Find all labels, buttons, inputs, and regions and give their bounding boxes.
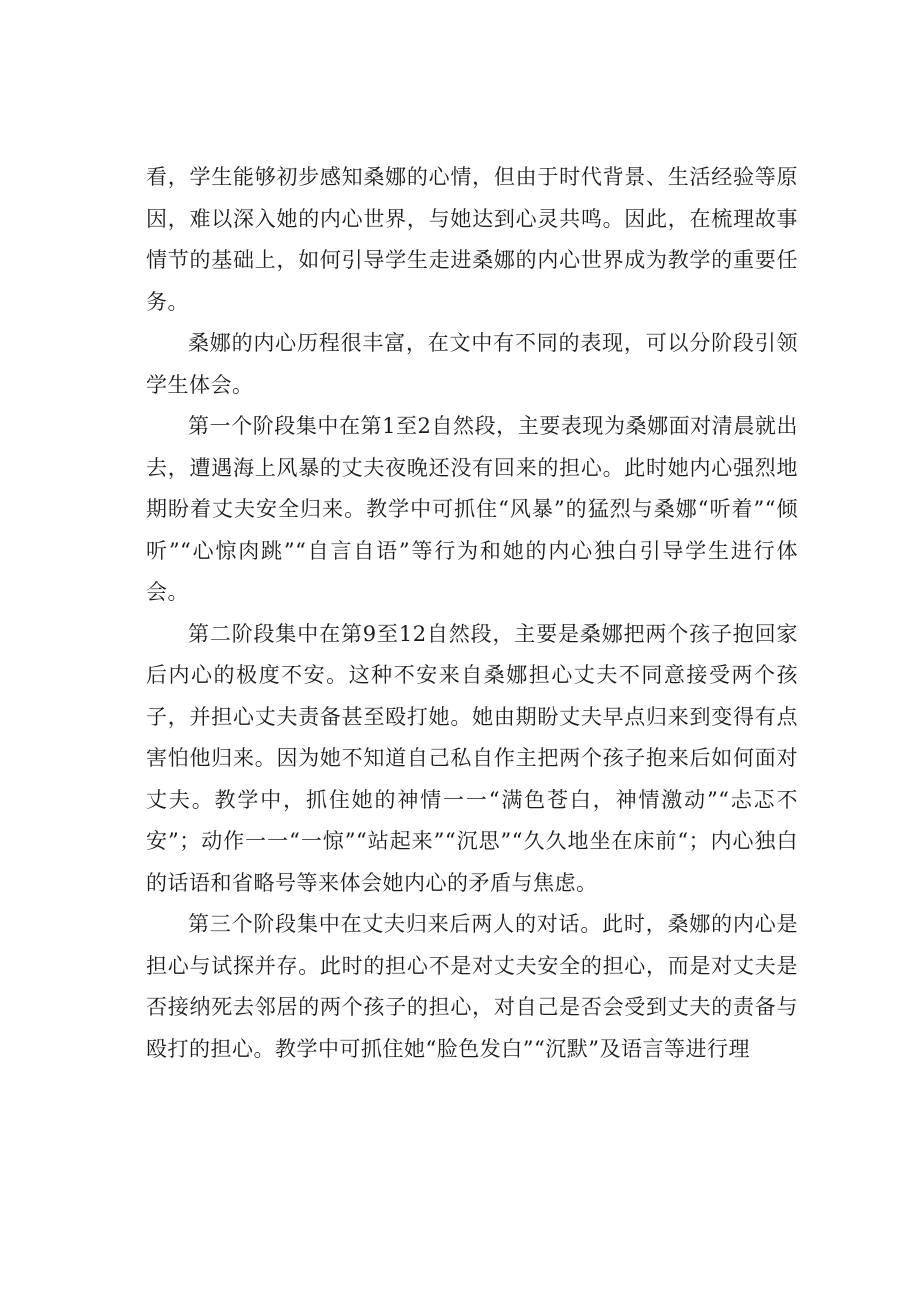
paragraph-overview: 桑娜的内心历程很丰富，在文中有不同的表现，可以分阶段引领学生体会。 <box>146 331 798 397</box>
paragraph-continuation: 看，学生能够初步感知桑娜的心情，但由于时代背景、生活经验等原因，难以深入她的内心世界，与她达到心灵共鸣。因此，在梳理故事情节的基础上，如何引导学生走进桑娜的内心世界成为教学的重要任务。 <box>146 165 798 314</box>
document-body <box>146 157 798 1070</box>
paragraph-stage-three: 第三个阶段集中在丈夫归来后两人的对话。此时，桑娜的内心是担心与试探并存。此时的担心不是对丈夫安全的担心，而是对丈夫是否接纳死去邻居的两个孩子的担心，对自己是否会受到丈夫的责备与殴打的担心。教学中可抓住她“脸色发白”“沉默”及语言等进行理 <box>146 912 798 1061</box>
paragraph-stage-two: 第二阶段集中在第9至12自然段，主要是桑娜把两个孩子抱回家后内心的极度不安。这种不安来自桑娜担心丈夫不同意接受两个孩子，并担心丈夫责备甚至殴打她。她由期盼丈夫早点归来到变得有点害怕他归来。因为她不知道自己私自作主把两个孩子抱来后如何面对丈夫。教学中，抓住她的神情一一“满色苍白，神情激动”“忐忑不安”；动作一一“一惊”“站起来”“沉思”“久久地坐在床前“；内心独白的话语和省略号等来体会她内心的矛盾与焦虑。 <box>146 621 798 895</box>
paragraph-stage-one: 第一个阶段集中在第1至2自然段，主要表现为桑娜面对清晨就出去，遭遇海上风暴的丈夫夜晚还没有回来的担心。此时她内心强烈地期盼着丈夫安全归来。教学中可抓住“风暴”的猛烈与桑娜“听着”“倾听”“心惊肉跳”“自言自语”等行为和她的内心独白引导学生进行体会。 <box>146 414 798 604</box>
